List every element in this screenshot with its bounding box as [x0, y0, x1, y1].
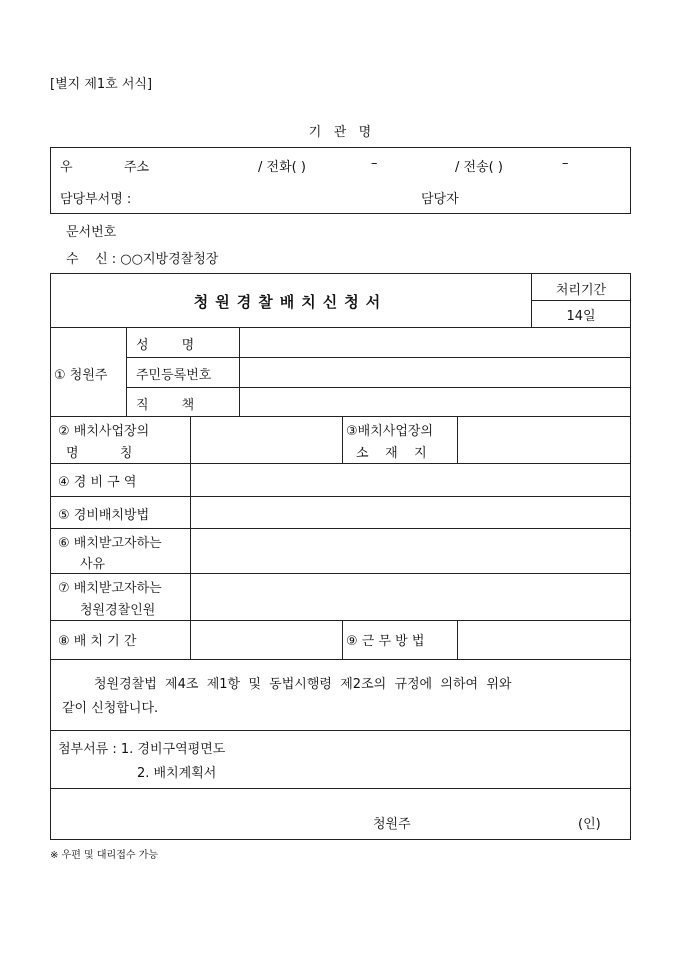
deployment-period-field[interactable]	[196, 626, 336, 654]
reason-label: ⑥ 배치받고자하는	[58, 536, 162, 551]
attachment-2: 2. 배치계획서	[137, 766, 217, 781]
statement-line-2: 같이 신청합니다.	[62, 701, 159, 716]
reason-field[interactable]	[196, 533, 624, 569]
postal-label: 우	[60, 160, 73, 175]
name-field[interactable]	[245, 332, 625, 352]
position-field[interactable]	[245, 392, 625, 412]
attachments-label: 첨부서류 : 1. 경비구역평면도	[58, 742, 226, 757]
personnel-label-2: 청원경찰인원	[80, 603, 156, 618]
recipient-line: 수 신 : ○○지방경찰청장	[66, 252, 219, 267]
name-label: 성 명	[136, 338, 195, 353]
deployment-method-label: ⑤ 경비배치방법	[58, 508, 150, 523]
footnote: ※ 우편 및 대리접수 가능	[50, 850, 159, 861]
deployment-period-label: ⑧ 배 치 기 간	[58, 634, 137, 649]
fax-label: / 전송( )	[455, 160, 503, 175]
deployment-method-field[interactable]	[196, 501, 624, 525]
processing-period-value: 14일	[566, 309, 596, 324]
workplace-location-label: ③배치사업장의	[346, 424, 434, 439]
seal-mark: (인)	[578, 817, 601, 832]
personnel-label: ⑦ 배치받고자하는	[58, 581, 162, 596]
personnel-field[interactable]	[196, 578, 624, 616]
security-area-label: ④ 경 비 구 역	[58, 475, 137, 490]
phone-dash: –	[371, 156, 378, 171]
fax-dash: –	[562, 156, 569, 171]
resident-number-label: 주민등록번호	[136, 368, 212, 383]
workplace-location-label-2: 소 재 지	[356, 446, 427, 461]
processing-period-label: 처리기간	[555, 283, 607, 298]
workplace-location-field[interactable]	[463, 422, 625, 458]
work-method-label: ⑨ 근 무 방 법	[346, 634, 425, 649]
resident-number-field[interactable]	[245, 362, 625, 382]
signer-label: 청원주	[373, 817, 411, 832]
security-area-field[interactable]	[196, 468, 624, 492]
form-title: 청원경찰배치신청서	[193, 293, 388, 311]
workplace-name-label: ② 배치사업장의	[58, 424, 150, 439]
position-label: 직 책	[136, 398, 195, 413]
document-number-label: 문서번호	[66, 225, 117, 240]
work-method-field[interactable]	[463, 626, 625, 654]
address-label: 주소	[124, 160, 150, 175]
person-label: 담당자	[421, 192, 459, 207]
applicant-label: ① 청원주	[54, 368, 108, 383]
form-number-label: [별지 제1호 서식]	[50, 77, 153, 92]
workplace-name-field[interactable]	[196, 422, 336, 458]
workplace-name-label-2: 명 칭	[66, 446, 133, 461]
phone-label: / 전화( )	[258, 160, 306, 175]
reason-label-2: 사유	[80, 557, 106, 572]
department-label: 담당부서명 :	[60, 192, 132, 207]
statement-line-1: 청원경찰법 제4조 제1항 및 동법시행령 제2조의 규정에 의하여 위와	[94, 677, 512, 692]
agency-title: 기 관 명	[308, 125, 372, 140]
